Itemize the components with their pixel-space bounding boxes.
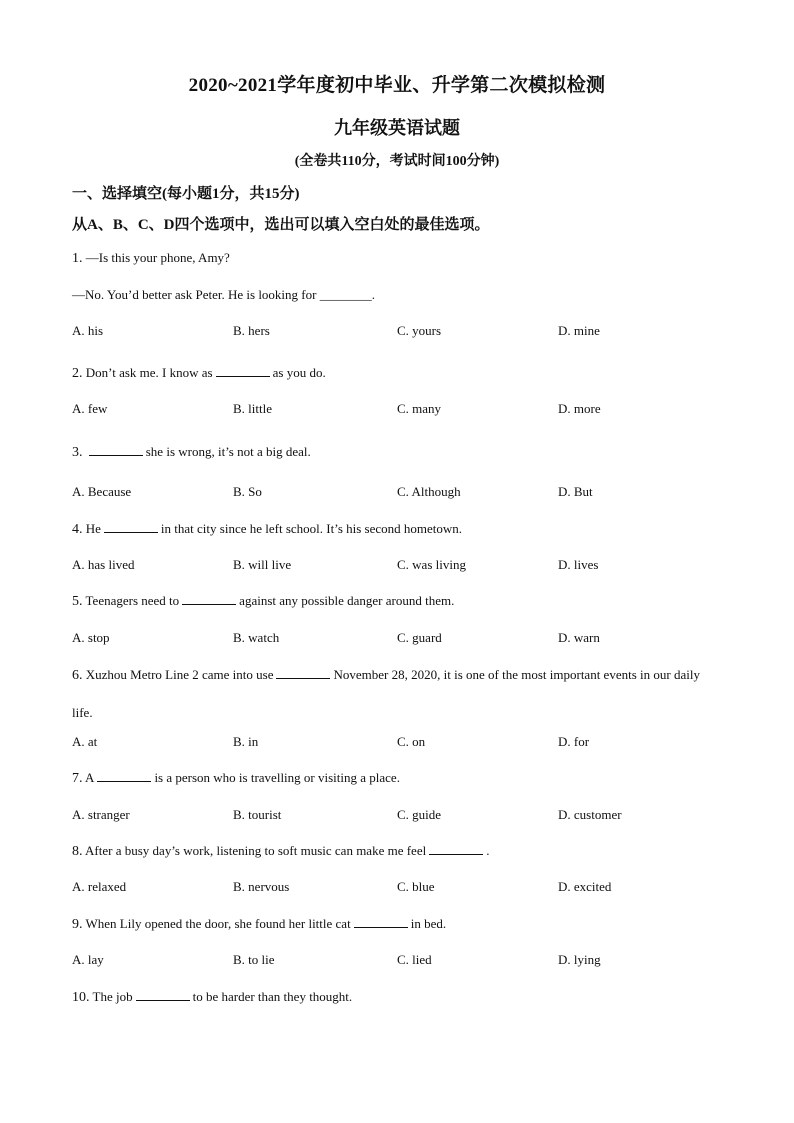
question-5-options xyxy=(72,630,732,648)
answer-blank xyxy=(429,843,483,855)
question-number: 6. xyxy=(72,668,83,683)
question-number: 5. xyxy=(72,594,83,609)
option-b[interactable]: B. to lie xyxy=(233,952,275,967)
question-number: 3. xyxy=(72,445,83,460)
question-text-after: as you do. xyxy=(272,365,326,380)
option-b[interactable]: B. will live xyxy=(233,557,292,572)
question-2-options xyxy=(72,401,732,419)
option-d[interactable]: D. excited xyxy=(558,879,612,894)
option-b[interactable]: B. tourist xyxy=(233,807,282,822)
question-9-options xyxy=(72,952,732,970)
question-3-options xyxy=(72,484,732,502)
answer-blank xyxy=(354,916,408,928)
exam-note: (全卷共110分，考试时间100分钟) xyxy=(294,154,500,169)
answer-blank xyxy=(97,770,151,782)
option-a[interactable]: A. few xyxy=(72,401,108,416)
option-b[interactable]: B. hers xyxy=(233,323,270,338)
option-d[interactable]: D. lives xyxy=(558,557,599,572)
option-c[interactable]: C. Although xyxy=(397,484,461,499)
question-8-options xyxy=(72,879,732,897)
question-text-before: Teenagers need to xyxy=(85,593,180,608)
option-d[interactable]: D. warn xyxy=(558,630,600,645)
option-a[interactable]: A. stranger xyxy=(72,807,130,822)
question-text-after: is a person who is travelling or visiting a place. xyxy=(154,770,400,785)
question-2 xyxy=(72,365,326,382)
question-1-options xyxy=(72,323,732,341)
question-text-before: When Lily opened the door, she found her little cat xyxy=(85,916,351,931)
option-b[interactable]: B. little xyxy=(233,401,272,416)
option-b[interactable]: B. watch xyxy=(233,630,280,645)
option-d[interactable]: D. for xyxy=(558,734,590,749)
question-3 xyxy=(72,444,311,461)
question-1-line-1 xyxy=(72,250,230,267)
option-a[interactable]: A. his xyxy=(72,323,104,338)
question-10 xyxy=(72,989,352,1006)
section-instruction: 从A、B、C、D四个选项中，选出可以填入空白处的最佳选项。 xyxy=(72,217,490,233)
question-7 xyxy=(72,770,400,787)
option-c[interactable]: C. many xyxy=(397,401,442,416)
question-text-before: He xyxy=(85,521,101,536)
option-c[interactable]: C. blue xyxy=(397,879,435,894)
question-number: 2. xyxy=(72,366,83,381)
question-6-options xyxy=(72,734,732,752)
question-4 xyxy=(72,521,462,538)
question-text-after: against any possible danger around them. xyxy=(239,593,455,608)
exam-title: 2020~2021学年度初中毕业、升学第二次模拟检测 xyxy=(188,75,606,96)
option-c[interactable]: C. was living xyxy=(397,557,466,572)
question-number: 8. xyxy=(72,844,83,859)
question-text-after: November 28, 2020, it is one of the most important events in our daily life. xyxy=(72,667,700,720)
option-c[interactable]: C. lied xyxy=(397,952,432,967)
question-text-after: in bed. xyxy=(410,916,447,931)
question-number: 4. xyxy=(72,522,83,537)
answer-blank xyxy=(104,521,158,533)
question-text-before: Xuzhou Metro Line 2 came into use xyxy=(85,667,274,682)
answer-blank xyxy=(89,444,143,456)
question-text-after: . xyxy=(486,843,490,858)
option-c[interactable]: C. yours xyxy=(397,323,442,338)
question-8 xyxy=(72,843,489,860)
question-text: —Is this your phone, Amy? xyxy=(85,250,230,265)
answer-blank xyxy=(276,667,330,679)
question-7-options xyxy=(72,807,732,825)
option-d[interactable]: D. more xyxy=(558,401,601,416)
question-9 xyxy=(72,916,446,933)
section-heading: 一、选择填空(每小题1分，共15分) xyxy=(72,186,300,202)
question-5 xyxy=(72,593,454,610)
exam-subtitle: 九年级英语试题 xyxy=(334,118,460,138)
option-d[interactable]: D. lying xyxy=(558,952,601,967)
question-number: 1. xyxy=(72,251,83,266)
question-text: —No. You’d better ask Peter. He is looking for ________. xyxy=(72,287,375,302)
option-b[interactable]: B. in xyxy=(233,734,259,749)
option-a[interactable]: A. lay xyxy=(72,952,104,967)
question-text-after: in that city since he left school. It’s his second hometown. xyxy=(160,521,463,536)
question-number: 9. xyxy=(72,917,83,932)
option-d[interactable]: D. But xyxy=(558,484,593,499)
question-4-options xyxy=(72,557,732,575)
option-c[interactable]: C. guide xyxy=(397,807,442,822)
question-text-before: Don’t ask me. I know as xyxy=(85,365,213,380)
answer-blank xyxy=(216,365,270,377)
option-a[interactable]: A. relaxed xyxy=(72,879,127,894)
option-c[interactable]: C. on xyxy=(397,734,426,749)
option-b[interactable]: B. nervous xyxy=(233,879,290,894)
option-a[interactable]: A. at xyxy=(72,734,98,749)
option-d[interactable]: D. mine xyxy=(558,323,600,338)
option-b[interactable]: B. So xyxy=(233,484,262,499)
question-number: 10. xyxy=(72,990,90,1005)
question-1-line-2 xyxy=(72,287,375,303)
answer-blank xyxy=(182,593,236,605)
question-number: 7. xyxy=(72,771,83,786)
answer-blank xyxy=(136,989,190,1001)
question-text-before: After a busy day’s work, listening to soft music can make me feel xyxy=(85,843,427,858)
option-a[interactable]: A. stop xyxy=(72,630,110,645)
option-a[interactable]: A. has lived xyxy=(72,557,135,572)
option-a[interactable]: A. Because xyxy=(72,484,132,499)
question-text-before: A xyxy=(85,770,95,785)
question-text-after: to be harder than they thought. xyxy=(192,989,353,1004)
option-c[interactable]: C. guard xyxy=(397,630,442,645)
option-d[interactable]: D. customer xyxy=(558,807,622,822)
question-text-before: The job xyxy=(92,989,133,1004)
question-text-after: she is wrong, it’s not a big deal. xyxy=(145,444,311,459)
question-6 xyxy=(72,656,717,731)
